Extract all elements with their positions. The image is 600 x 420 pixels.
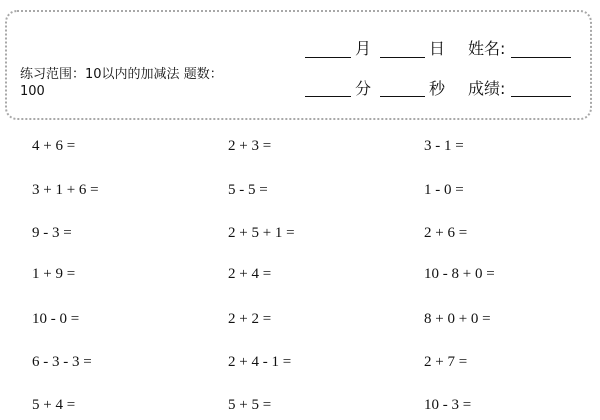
problem: 2 + 7 = <box>424 354 468 370</box>
worksheet-header <box>5 10 592 120</box>
problem: 1 + 9 = <box>32 266 76 282</box>
problem: 10 - 8 + 0 = <box>424 266 495 282</box>
problem: 8 + 0 + 0 = <box>424 311 491 327</box>
month-label: 月 <box>355 39 372 58</box>
problem: 5 + 4 = <box>32 397 76 413</box>
month-blank[interactable] <box>305 57 351 58</box>
problem: 9 - 3 = <box>32 225 72 241</box>
minute-blank[interactable] <box>305 96 351 97</box>
problem: 10 - 3 = <box>424 397 472 413</box>
score-label: 成绩: <box>468 79 506 98</box>
problem: 3 - 1 = <box>424 138 464 154</box>
problem: 2 + 4 = <box>228 266 272 282</box>
minute-label: 分 <box>355 79 372 98</box>
problem: 2 + 5 + 1 = <box>228 225 295 241</box>
problem: 2 + 2 = <box>228 311 272 327</box>
problem: 2 + 3 = <box>228 138 272 154</box>
practice-range <box>20 66 225 100</box>
day-blank[interactable] <box>380 57 425 58</box>
problem: 5 + 5 = <box>228 397 272 413</box>
problem: 2 + 4 - 1 = <box>228 354 292 370</box>
problem: 4 + 6 = <box>32 138 76 154</box>
problem: 10 - 0 = <box>32 311 80 327</box>
problem: 2 + 6 = <box>424 225 468 241</box>
problem: 6 - 3 - 3 = <box>32 354 92 370</box>
name-label: 姓名: <box>468 39 506 58</box>
name-blank[interactable] <box>511 57 571 58</box>
score-blank[interactable] <box>511 96 571 97</box>
problem: 5 - 5 = <box>228 182 268 198</box>
range-label: 练习范围：10以内的加减法 <box>20 67 180 82</box>
second-label: 秒 <box>429 79 446 98</box>
problem: 1 - 0 = <box>424 182 464 198</box>
count-label: 题数：100 <box>20 67 223 99</box>
day-label: 日 <box>429 39 446 58</box>
problem: 3 + 1 + 6 = <box>32 182 99 198</box>
second-blank[interactable] <box>380 96 425 97</box>
